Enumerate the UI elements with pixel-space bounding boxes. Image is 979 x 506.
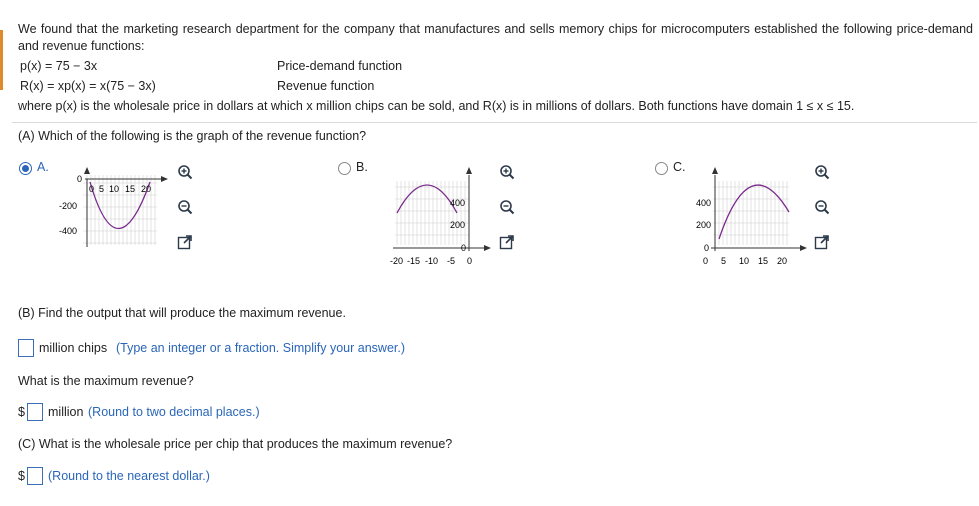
part-b-question: (B) Find the output that will produce the maximum revenue. bbox=[18, 306, 346, 320]
zoom-in-icon[interactable] bbox=[814, 164, 830, 180]
grid bbox=[395, 181, 469, 245]
price-demand-formula: p(x) = 75 − 3x bbox=[20, 59, 98, 73]
x-tick: 5 bbox=[721, 256, 727, 266]
price-answer-input[interactable] bbox=[27, 467, 43, 485]
grid bbox=[713, 181, 789, 245]
revenue-curve bbox=[719, 185, 789, 239]
x-tick: 5 bbox=[99, 184, 105, 194]
option-c-graph bbox=[695, 165, 810, 270]
x-tick: -10 bbox=[425, 256, 439, 266]
y-tick: 0 bbox=[461, 243, 467, 253]
expand-icon[interactable] bbox=[814, 234, 830, 250]
x-tick: 0 bbox=[89, 184, 95, 194]
y-axis-arrow bbox=[466, 167, 472, 174]
zoom-out-icon[interactable] bbox=[814, 199, 830, 215]
x-tick: -15 bbox=[407, 256, 421, 266]
option-a-letter: A. bbox=[37, 160, 49, 174]
option-b-graph bbox=[385, 165, 495, 270]
option-c-letter: C. bbox=[673, 160, 686, 174]
option-b-radio[interactable] bbox=[338, 162, 351, 175]
intro-text: We found that the marketing research department for the company that manufactures and sells memory chips for microcomputers established the following price-demand and revenue functions: bbox=[18, 22, 973, 53]
expand-icon[interactable] bbox=[499, 234, 515, 250]
y-tick: 0 bbox=[704, 243, 710, 253]
x-tick: 15 bbox=[758, 256, 769, 266]
y-tick: 200 bbox=[450, 220, 466, 230]
revenue-answer-input[interactable] bbox=[27, 403, 43, 421]
expand-icon[interactable] bbox=[177, 234, 193, 250]
zoom-in-icon[interactable] bbox=[177, 164, 193, 180]
dollar-sign: $ bbox=[18, 469, 25, 483]
divider bbox=[12, 122, 977, 123]
part-c-question: (C) What is the wholesale price per chip that produces the maximum revenue? bbox=[18, 437, 453, 451]
option-b-letter: B. bbox=[356, 160, 368, 174]
option-a-graph bbox=[55, 165, 170, 250]
x-tick: 15 bbox=[125, 184, 136, 194]
left-accent-bar bbox=[0, 30, 3, 90]
output-hint: (Type an integer or a fraction. Simplify your answer.) bbox=[116, 341, 406, 355]
x-axis-arrow bbox=[800, 245, 807, 251]
option-c-radio[interactable] bbox=[655, 162, 668, 175]
y-tick: 400 bbox=[696, 198, 712, 208]
x-tick: 20 bbox=[141, 184, 152, 194]
part-a-question: (A) Which of the following is the graph of the revenue function? bbox=[18, 129, 367, 143]
x-tick: -20 bbox=[390, 256, 404, 266]
dollar-sign: $ bbox=[18, 405, 25, 419]
x-tick: 0 bbox=[703, 256, 709, 266]
y-tick: -400 bbox=[59, 226, 78, 236]
x-tick: 10 bbox=[739, 256, 750, 266]
output-unit-label: million chips bbox=[39, 341, 108, 355]
x-tick: 10 bbox=[109, 184, 120, 194]
x-tick: -5 bbox=[447, 256, 456, 266]
x-tick: 20 bbox=[777, 256, 788, 266]
price-hint: (Round to the nearest dollar.) bbox=[48, 469, 210, 483]
output-answer-input[interactable] bbox=[18, 339, 34, 357]
price-demand-label: Price-demand function bbox=[277, 59, 403, 73]
x-axis-arrow bbox=[484, 245, 491, 251]
y-tick: -200 bbox=[59, 201, 78, 211]
x-tick: 0 bbox=[467, 256, 473, 266]
revenue-hint: (Round to two decimal places.) bbox=[88, 405, 260, 419]
zoom-out-icon[interactable] bbox=[499, 199, 515, 215]
revenue-label: Revenue function bbox=[277, 79, 375, 93]
y-tick: 200 bbox=[696, 220, 712, 230]
y-tick: 0 bbox=[77, 174, 83, 184]
zoom-in-icon[interactable] bbox=[499, 164, 515, 180]
y-axis-arrow bbox=[712, 167, 718, 174]
option-a-radio[interactable] bbox=[19, 162, 32, 175]
zoom-out-icon[interactable] bbox=[177, 199, 193, 215]
revenue-formula: R(x) = xp(x) = x(75 − 3x) bbox=[20, 79, 156, 93]
x-axis-arrow bbox=[161, 176, 168, 182]
y-axis-arrow bbox=[84, 167, 90, 174]
y-tick: 400 bbox=[450, 198, 466, 208]
max-revenue-question: What is the maximum revenue? bbox=[18, 374, 194, 388]
where-text: where p(x) is the wholesale price in dollars at which x million chips can be sold, and R(x) is in millions of dollars. Both functions have domain 1 ≤ x ≤ 15. bbox=[18, 99, 855, 113]
revenue-unit-label: million bbox=[48, 405, 84, 419]
